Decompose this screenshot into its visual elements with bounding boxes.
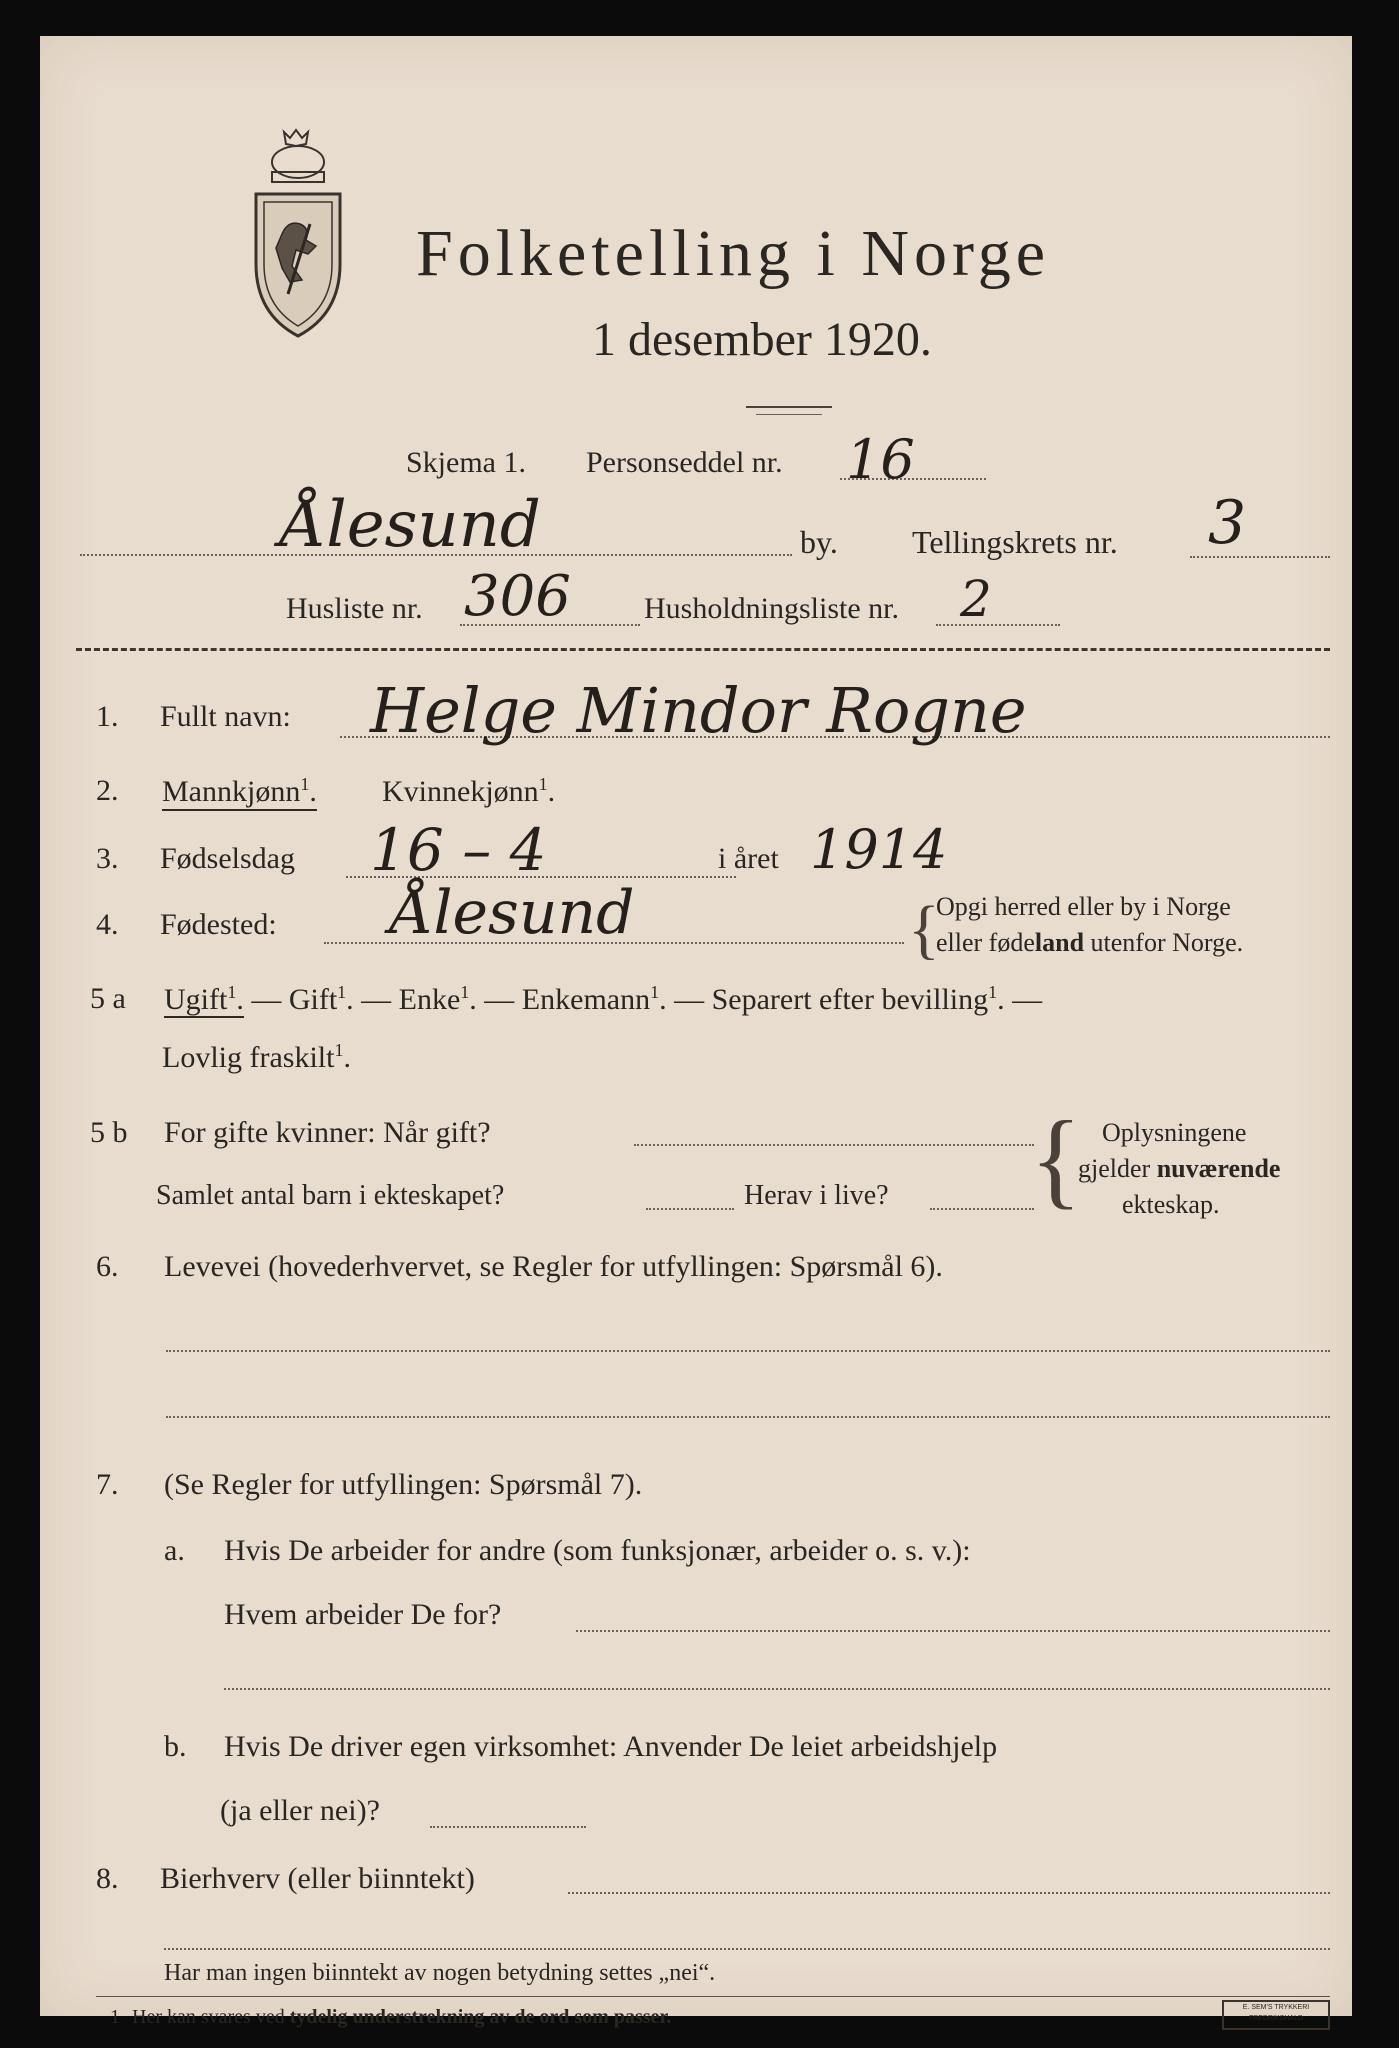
printer-stamp <box>1222 2000 1330 2030</box>
q5b-note-line2 <box>1078 1154 1280 1184</box>
q5b-note-line3: ekteskap. <box>1122 1190 1220 1219</box>
form-title: Folketelling i Norge <box>416 217 1051 290</box>
q7a-field-line-2 <box>224 1688 1330 1690</box>
q4-note-line2-a: eller føde <box>936 928 1035 957</box>
q5a-enkemann-option[interactable]: Enkemann$^1$. <box>521 982 667 1016</box>
footnote-number: 1 <box>110 2006 120 2028</box>
q5b-ilive-field-line <box>930 1208 1034 1210</box>
q2-female-footnote: 1 <box>538 774 548 794</box>
tellingskrets-value[interactable]: 3 <box>1208 488 1247 558</box>
note-nei: Har man ingen biinntekt av nogen betydning settes „nei“. <box>164 1960 716 1986</box>
q5a-number: 5 a <box>90 982 126 1015</box>
q5b-field-line <box>634 1144 1034 1146</box>
by-value[interactable]: Ålesund <box>280 488 541 562</box>
q6-field-line-1 <box>166 1350 1330 1352</box>
q7a-hvem-label: Hvem arbeider De for? <box>224 1598 502 1631</box>
form-date: 1 desember 1920. <box>592 313 932 366</box>
q8-number: 8. <box>96 1862 119 1895</box>
q5a-enke-footnote: 1 <box>460 982 470 1002</box>
q7a-field-line-1 <box>576 1630 1330 1632</box>
q7b-janei-label: (ja eller nei)? <box>220 1794 380 1827</box>
q5a-ugift-option[interactable]: Ugift$^1$. <box>164 982 244 1016</box>
q8-label: Bierhverv (eller biinntekt) <box>160 1862 475 1895</box>
q5a-gift-footnote: 1 <box>337 982 347 1002</box>
q5b-label: For gifte kvinner: Når gift? <box>164 1116 491 1149</box>
q5b-note-line2-a: gjelder <box>1078 1154 1157 1183</box>
q8-field-line-1 <box>568 1892 1330 1894</box>
q7a-letter: a. <box>164 1534 185 1567</box>
q6-number: 6. <box>96 1250 119 1283</box>
q2-male-label: Mannkjønn <box>162 775 301 808</box>
q4-label: Fødested: <box>160 908 277 941</box>
q5a-enkemann-label: Enkemann <box>521 983 651 1016</box>
husliste-value[interactable]: 306 <box>464 564 571 629</box>
husholdningsliste-field-line <box>936 624 1060 626</box>
printer-stamp-line2: FREDRIKSHALD <box>1248 2015 1304 2022</box>
q3-value[interactable]: 16 – 4 <box>370 816 547 884</box>
q6-field-line-2 <box>166 1416 1330 1418</box>
q7a-label: Hvis De arbeider for andre (som funksjonær, arbeider o. s. v.): <box>224 1534 971 1567</box>
q2-number: 2. <box>96 774 119 807</box>
header-separator <box>76 648 1330 651</box>
q1-label: Fullt navn: <box>160 700 291 733</box>
q4-note-line2 <box>936 928 1243 958</box>
personseddel-value[interactable]: 16 <box>846 428 915 491</box>
q7b-label: Hvis De driver egen virksomhet: Anvender De leiet arbeidshjelp <box>224 1730 998 1763</box>
q2-female-label: Kvinnekjønn <box>382 775 539 808</box>
q6-label: Levevei (hovederhvervet, se Regler for utfyllingen: Spørsmål 6). <box>164 1250 943 1283</box>
q5a-fraskilt-option[interactable]: Lovlig fraskilt$^1$. <box>162 1040 351 1074</box>
q5a-enke-option[interactable]: Enke$^1$. <box>398 982 477 1016</box>
q7-label: (Se Regler for utfyllingen: Spørsmål 7). <box>164 1468 643 1501</box>
footnote-text-a: Her kan svares ved <box>132 2006 290 2028</box>
by-label: by. <box>800 524 838 560</box>
q5a-ugift-footnote: 1 <box>227 982 237 1002</box>
q2-male-option[interactable]: Mannkjønn$^1$. <box>162 774 317 811</box>
coat-of-arms-icon <box>248 124 348 344</box>
q4-note-line2-c: utenfor Norge. <box>1084 928 1244 957</box>
q4-note-line2-b: land <box>1034 928 1085 957</box>
q7b-letter: b. <box>164 1730 187 1763</box>
q5a-fraskilt-footnote: 1 <box>334 1040 344 1060</box>
footnote-separator <box>96 1996 1330 1997</box>
title-divider-2 <box>756 414 822 415</box>
q7b-field-line <box>430 1826 586 1828</box>
census-form-paper <box>40 36 1352 2016</box>
q2-male-footnote: 1 <box>300 774 310 794</box>
q5a-enke-label: Enke <box>398 983 461 1016</box>
q1-value[interactable]: Helge Mindor Rogne <box>370 674 1027 747</box>
q5a-gift-option[interactable]: Gift$^1$. <box>288 982 354 1016</box>
q5b-ilive-label: Herav i live? <box>744 1180 889 1211</box>
q3-year-label: i året <box>718 842 779 875</box>
husliste-label: Husliste nr. <box>286 592 423 625</box>
q3-year-value[interactable]: 1914 <box>810 818 948 881</box>
q5b-brace: { <box>1030 1100 1082 1219</box>
q5a-options: Ugift$^1$. — Gift$^1$. — Enke$^1$. — Enkemann$^1$. — Separert efter bevilling$^1$. — <box>164 982 1043 1016</box>
q4-number: 4. <box>96 908 119 941</box>
q5a-fraskilt-label: Lovlig fraskilt <box>162 1041 335 1074</box>
husholdningsliste-label: Husholdningsliste nr. <box>644 592 900 625</box>
q7-number: 7. <box>96 1468 119 1501</box>
q4-note-line1: Opgi herred eller by i Norge <box>936 892 1231 921</box>
q5b-note-line2-b: nuværende <box>1156 1154 1281 1183</box>
q5b-number: 5 b <box>90 1116 128 1149</box>
q5a-enkemann-footnote: 1 <box>650 982 660 1002</box>
footnote-text-b: tydelig understrekning av de ord som passer. <box>289 2006 672 2028</box>
printer-stamp-line1: E. SEM'S TRYKKERI <box>1242 2004 1310 2011</box>
husholdningsliste-value[interactable]: 2 <box>960 570 992 628</box>
q5b-note-line1: Oplysningene <box>1102 1118 1247 1147</box>
q3-label: Fødselsdag <box>160 842 295 875</box>
q5b-barn-label: Samlet antal barn i ekteskapet? <box>156 1180 505 1211</box>
skjema-label: Skjema 1. <box>406 446 526 479</box>
title-divider <box>746 406 832 408</box>
personseddel-label: Personseddel nr. <box>586 446 783 479</box>
q5a-separert-footnote: 1 <box>988 982 998 1002</box>
q4-value[interactable]: Ålesund <box>390 878 635 948</box>
q2-female-option[interactable]: Kvinnekjønn$^1$. <box>382 774 556 808</box>
q5b-barn-field-line <box>646 1208 734 1210</box>
q5a-ugift-label: Ugift <box>164 983 228 1016</box>
q4-brace: { <box>908 893 940 966</box>
q3-number: 3. <box>96 842 119 875</box>
q8-field-line-2 <box>164 1948 1330 1950</box>
q5a-gift-label: Gift <box>288 983 338 1016</box>
q5a-separert-label: Separert efter bevilling <box>711 983 989 1016</box>
footnote <box>110 2006 671 2029</box>
tellingskrets-label: Tellingskrets nr. <box>912 524 1118 560</box>
q1-number: 1. <box>96 700 119 733</box>
q5a-separert-option[interactable]: Separert efter bevilling$^1$. <box>711 982 1005 1016</box>
